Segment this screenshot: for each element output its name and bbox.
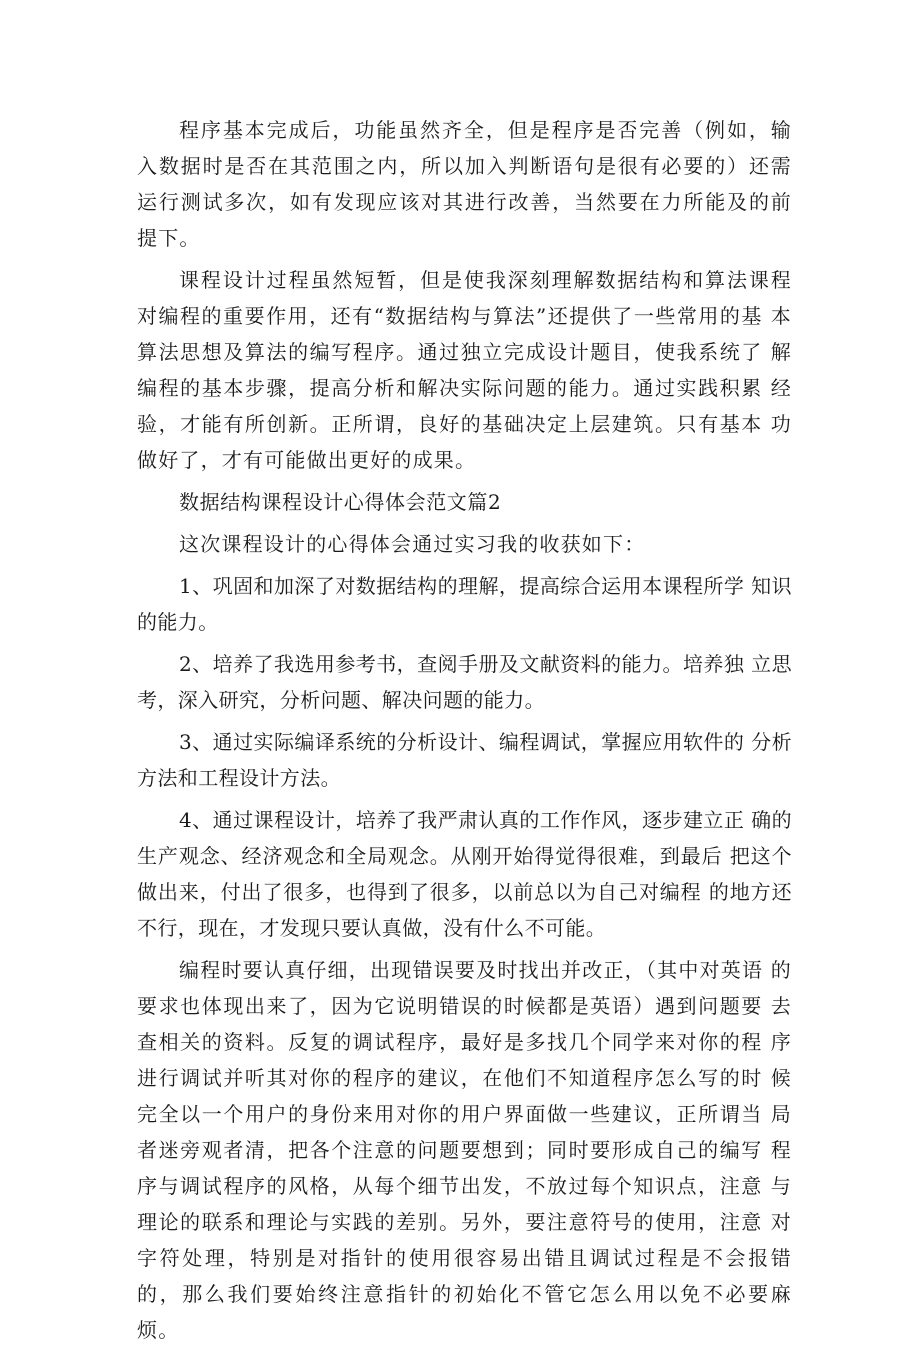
document-body: [137, 112, 792, 1354]
list-item: 4、通过课程设计，培养了我严肃认真的工作作风，逐步建立正 确的生产观念、经济观念和全局观念。从刚开始得觉得很难，到最后 把这个做出来，付出了很多，也得到了很多，以前总以为自己对编程 的地方还不行，现在，才发现只要认真做，没有什么不可能。: [137, 808, 792, 940]
paragraph-course-design-reflection: 课程设计过程虽然短暂，但是使我深刻理解数据结构和算法课程 对编程的重要作用，还有“数据结构与算法”还提供了一些常用的基 本算法思想及算法的编写程序。通过独立完成设计题目，使我系统了 解编程的基本步骤，提高分析和解决实际问题的能力。通过实践积累 经验，才能有所创新。正所谓，良好的基础决定上层建筑。只有基本 功做好了，才有可能做出更好的成果。: [137, 268, 792, 472]
paragraph-program-completion: 程序基本完成后，功能虽然齐全，但是程序是否完善（例如，输 入数据时是否在其范围之内，所以加入判断语句是很有必要的）还需 运行测试多次，如有发现应该对其进行改善，当然要在力所能及的前 提下。: [137, 118, 792, 250]
list-item: 1、巩固和加深了对数据结构的理解，提高综合运用本课程所学 知识的能力。: [137, 574, 792, 634]
section-intro: 这次课程设计的心得体会通过实习我的收获如下：: [179, 532, 646, 556]
list-item: 2、培养了我选用参考书，查阅手册及文献资料的能力。培养独 立思考，深入研究，分析问题、解决问题的能力。: [137, 652, 792, 712]
paragraph-closing-advice: 编程时要认真仔细，出现错误要及时找出并改正，（其中对英语 的要求也体现出来了，因为它说明错误的时候都是英语）遇到问题要 去查相关的资料。反复的调试程序，最好是多找几个同学来对你的程 序进行调试并听其对你的程序的建议，在他们不知道程序怎么写的时 候完全以一个用户的身份来用对你的用户界面做一些建议，正所谓当 局者迷旁观者清，把各个注意的问题要想到；同时要形成自己的编写 程序与调试程序的风格，从每个细节出发，不放过每个知识点，注意 与理论的联系和理论与实践的差别。另外，要注意符号的使用，注意 对字符处理，特别是对指针的使用很容易出错且调试过程是不会报错 的，那么我们要始终注意指针的初始化不管它怎么用以免不必要麻烦。: [137, 958, 792, 1342]
list-item: 3、通过实际编译系统的分析设计、编程调试，掌握应用软件的 分析方法和工程设计方法。: [137, 730, 792, 790]
section-heading: 数据结构课程设计心得体会范文篇2: [179, 490, 502, 514]
